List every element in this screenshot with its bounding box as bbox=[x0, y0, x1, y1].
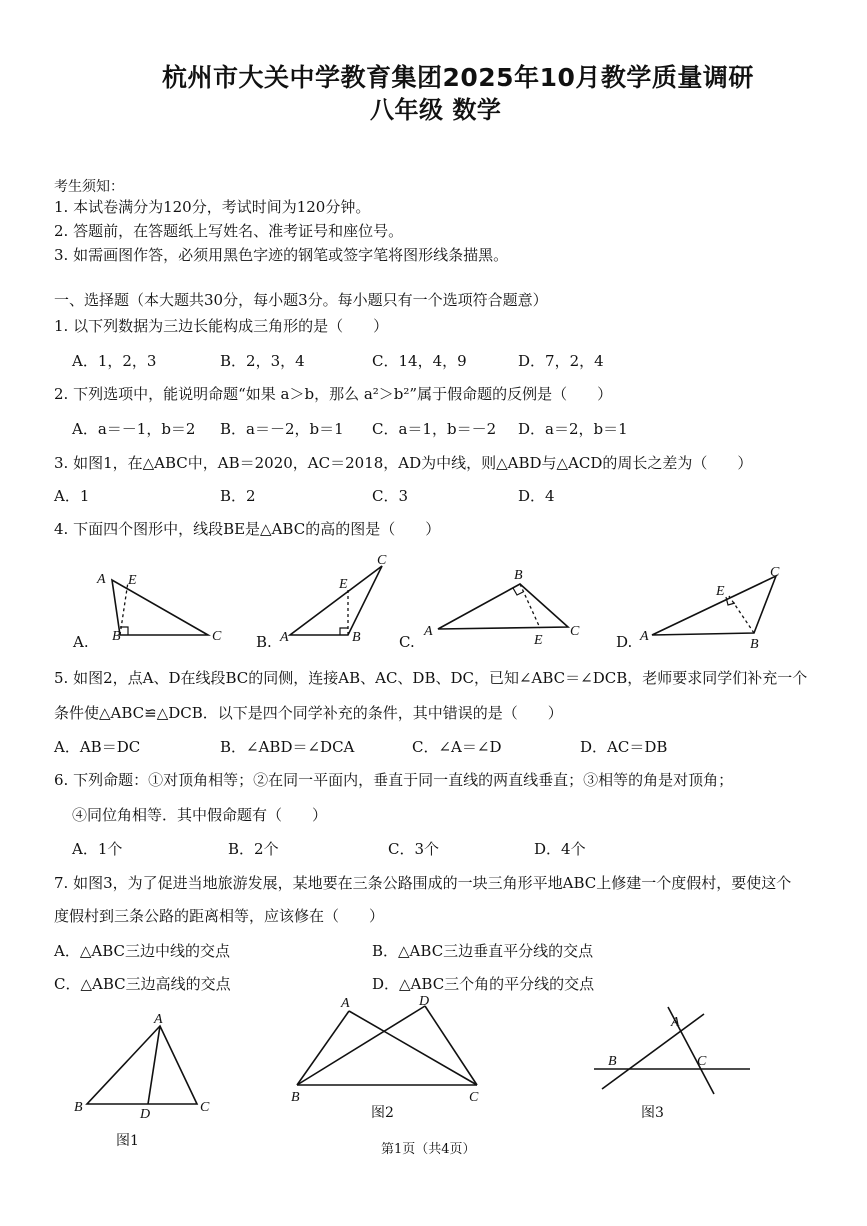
label-b: B bbox=[112, 629, 121, 644]
figure-2-caption: 图2 bbox=[371, 1105, 394, 1121]
right-angle-mark bbox=[340, 628, 348, 635]
q7-stem-line2: 度假村到三条公路的距离相等，应该修在（ ） bbox=[54, 907, 385, 925]
label-c: C bbox=[200, 1100, 210, 1115]
label-c: C bbox=[469, 1090, 479, 1105]
page-subtitle: 八年级 数学 bbox=[370, 96, 502, 124]
q1-option-b: B．2，3，4 bbox=[220, 352, 305, 370]
altitude-be bbox=[520, 584, 540, 628]
label-a: A bbox=[671, 1015, 680, 1030]
label-b: B bbox=[291, 1090, 300, 1105]
label-a: A bbox=[341, 996, 350, 1011]
q4-figure-d bbox=[638, 560, 788, 650]
q1-option-d: D．7，2，4 bbox=[518, 352, 604, 370]
label-c: C bbox=[212, 629, 222, 644]
triangle-abc bbox=[87, 1026, 197, 1104]
label-e: E bbox=[534, 633, 543, 648]
q6-option-a: A．1个 bbox=[72, 840, 123, 858]
q7-option-b: B．△ABC三边垂直平分线的交点 bbox=[372, 942, 594, 960]
right-angle-mark bbox=[513, 588, 523, 595]
q5-option-b: B．∠ABD＝∠DCA bbox=[220, 738, 355, 756]
road-ab bbox=[602, 1014, 704, 1089]
triangle-abc bbox=[290, 566, 382, 635]
q7-option-d: D．△ABC三个角的平分线的交点 bbox=[372, 975, 595, 993]
segment-ab bbox=[297, 1011, 349, 1085]
label-c: C bbox=[697, 1054, 707, 1069]
notice-heading: 考生须知： bbox=[54, 179, 124, 195]
q1-option-c: C．14，4，9 bbox=[372, 352, 467, 370]
q3-option-d: D．4 bbox=[518, 487, 555, 505]
q6-option-d: D．4个 bbox=[534, 840, 586, 858]
segment-ac bbox=[349, 1011, 477, 1085]
notice-item-2: 2. 答题前，在答题纸上写姓名、准考证号和座位号。 bbox=[54, 222, 404, 240]
label-a: A bbox=[97, 572, 106, 587]
q5-option-c: C．∠A＝∠D bbox=[412, 738, 502, 756]
figure-1 bbox=[70, 1008, 220, 1122]
label-a: A bbox=[640, 629, 649, 644]
q6-option-c: C．3个 bbox=[388, 840, 440, 858]
segment-dc bbox=[425, 1006, 477, 1085]
altitude-be bbox=[729, 596, 754, 633]
figure-3-caption: 图3 bbox=[641, 1105, 664, 1121]
figure-3 bbox=[590, 1000, 760, 1100]
q4-option-c-label: C. bbox=[399, 633, 415, 651]
label-e: E bbox=[716, 584, 725, 599]
notice-item-3: 3. 如需画图作答，必须用黑色字迹的钢笔或签字笔将图形线条描黑。 bbox=[54, 246, 509, 264]
q4-figure-c bbox=[420, 565, 590, 650]
q5-stem-line2: 条件使△ABC≌△DCB．以下是四个同学补充的条件，其中错误的是（ ） bbox=[54, 704, 563, 722]
q4-figure-b bbox=[275, 553, 395, 648]
q5-stem-line1: 5. 如图2，点A、D在线段BC的同侧，连接AB、AC、DB、DC，已知∠ABC＝∠DCB，老师要求同学们补充一个 bbox=[54, 669, 808, 687]
q7-stem-line1: 7. 如图3，为了促进当地旅游发展，某地要在三条公路围成的一块三角形平地ABC上修建一个度假村，要使这个 bbox=[54, 874, 792, 892]
q7-option-c: C．△ABC三边高线的交点 bbox=[54, 975, 231, 993]
q5-option-a: A．AB＝DC bbox=[54, 738, 141, 756]
q6-stem-line1: 6. 下列命题：①对顶角相等；②在同一平面内，垂直于同一直线的两直线垂直；③相等的角是对顶角； bbox=[54, 771, 734, 789]
q1-option-a: A．1，2，3 bbox=[72, 352, 157, 370]
q4-stem: 4. 下面四个图形中，线段BE是△ABC的高的图是（ ） bbox=[54, 520, 441, 538]
q3-stem: 3. 如图1，在△ABC中，AB＝2020，AC＝2018，AD为中线，则△ABD与△ACD的周长之差为（ ） bbox=[54, 454, 753, 472]
label-c: C bbox=[770, 565, 780, 580]
label-b: B bbox=[352, 630, 361, 645]
label-e: E bbox=[339, 577, 348, 592]
triangle-abc bbox=[652, 576, 776, 635]
q2-option-a: A．a＝－1，b＝2 bbox=[72, 420, 196, 438]
label-d: D bbox=[419, 994, 430, 1009]
q4-figure-a bbox=[90, 565, 240, 650]
label-c: C bbox=[570, 624, 580, 639]
label-a: A bbox=[154, 1012, 163, 1027]
q4-option-b-label: B. bbox=[256, 633, 272, 651]
triangle-abc bbox=[438, 584, 568, 629]
q4-option-a-label: A. bbox=[73, 633, 89, 651]
q4-option-d-label: D. bbox=[616, 633, 633, 651]
label-b: B bbox=[750, 637, 759, 652]
notice-item-1: 1. 本试卷满分为120分，考试时间为120分钟。 bbox=[54, 198, 371, 216]
q2-option-b: B．a＝－2，b＝1 bbox=[220, 420, 344, 438]
label-d: D bbox=[140, 1107, 151, 1122]
q7-option-a: A．△ABC三边中线的交点 bbox=[54, 942, 230, 960]
q6-option-b: B．2个 bbox=[228, 840, 279, 858]
figure-2 bbox=[285, 992, 490, 1107]
section-heading: 一、选择题（本大题共30分，每小题3分。每小题只有一个选项符合题意） bbox=[54, 291, 548, 309]
q2-stem: 2. 下列选项中，能说明命题“如果 a＞b，那么 a²＞b²”属于假命题的反例是（ ） bbox=[54, 385, 613, 403]
label-a: A bbox=[424, 624, 433, 639]
q2-option-c: C．a＝1，b＝－2 bbox=[372, 420, 497, 438]
label-c: C bbox=[377, 553, 387, 568]
page-title: 杭州市大关中学教育集团2025年10月教学质量调研 bbox=[162, 63, 754, 92]
q3-option-c: C．3 bbox=[372, 487, 409, 505]
label-b: B bbox=[514, 568, 523, 583]
q6-stem-line2: ④同位角相等．其中假命题有（ ） bbox=[72, 806, 328, 824]
label-e: E bbox=[128, 573, 137, 588]
label-b: B bbox=[608, 1054, 617, 1069]
label-a: A bbox=[280, 630, 289, 645]
q3-option-a: A．1 bbox=[54, 487, 90, 505]
page-footer: 第1页（共4页） bbox=[381, 1142, 476, 1157]
q2-option-d: D．a＝2，b＝1 bbox=[518, 420, 628, 438]
label-b: B bbox=[74, 1100, 83, 1115]
figure-1-caption: 图1 bbox=[116, 1133, 139, 1149]
q3-option-b: B．2 bbox=[220, 487, 256, 505]
q5-option-d: D．AC＝DB bbox=[580, 738, 668, 756]
q1-stem: 1. 以下列数据为三边长能构成三角形的是（ ） bbox=[54, 317, 389, 335]
